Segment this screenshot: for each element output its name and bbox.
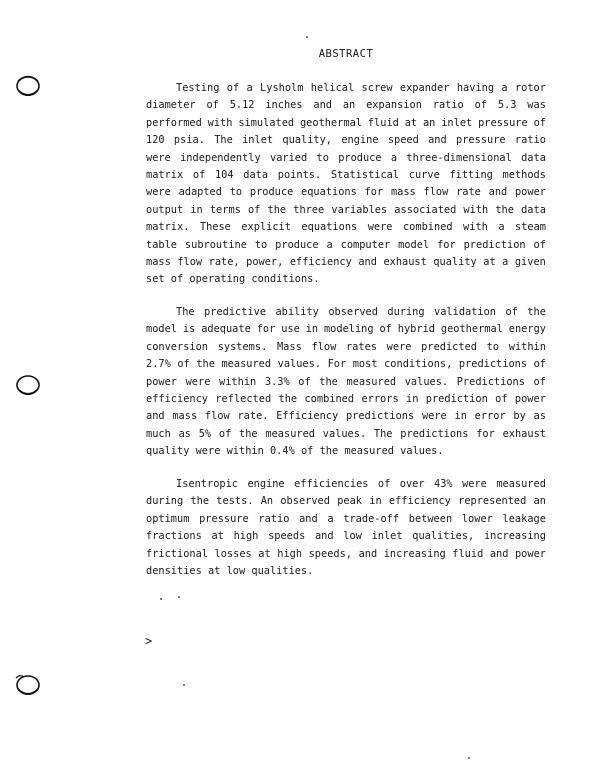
text-line: conversion systems. Mass flow rates were predicted to within <box>146 340 546 353</box>
text-line: matrix. These explicit equations were combined with a steam <box>146 221 546 234</box>
text-line: power were within 3.3% of the measured values. Predictions of <box>146 375 546 388</box>
text-line: Testing of a Lysholm helical screw expander having a rotor <box>176 82 546 94</box>
text-line: matrix of 104 data points. Statistical curve fitting methods <box>146 169 546 182</box>
scan-speck <box>178 596 180 598</box>
text-line: much as 5% of the measured values. The predictions for exhaust <box>146 427 546 440</box>
text-line: quality were within 0.4% of the measured values. <box>146 445 444 458</box>
binder-hole-icon <box>14 72 42 98</box>
text-line: diameter of 5.12 inches and an expansion ratio of 5.3 was <box>146 99 546 112</box>
text-line: during the tests. An observed peak in efficiency represented an <box>146 495 546 508</box>
margin-mark: > <box>145 634 153 648</box>
text-line: The predictive ability observed during validation of the <box>176 306 546 318</box>
text-line: Isentropic engine efficiencies of over 43% were measured <box>176 478 546 490</box>
abstract-paragraph-1 <box>146 80 546 289</box>
scan-speck <box>160 598 162 600</box>
scan-speck <box>183 684 185 686</box>
text-line: fractions at high speeds and low inlet qualities, increasing <box>146 530 546 543</box>
text-line: set of operating conditions. <box>146 273 320 286</box>
text-line: frictional losses at high speeds, and increasing fluid and power <box>146 547 546 560</box>
text-line: model is adequate for use in modeling of hybrid geothermal energy <box>146 323 546 336</box>
scan-speck <box>468 757 470 759</box>
binder-hole-icon <box>14 372 42 398</box>
text-line: performed with simulated geothermal fluid at an inlet pressure of <box>146 116 546 129</box>
text-line: mass flow rate, power, efficiency and exhaust quality at a given <box>146 256 546 269</box>
binder-hole-icon <box>14 672 42 698</box>
text-line: output in terms of the three variables associated with the data <box>146 203 546 216</box>
text-line: were adapted to produce equations for mass flow rate and power <box>146 186 546 199</box>
scan-speck <box>306 36 308 38</box>
text-line: densities at low qualities. <box>146 565 314 578</box>
text-line: 2.7% of the measured values. For most conditions, predictions of <box>146 358 546 371</box>
abstract-paragraph-3 <box>146 476 546 580</box>
text-line: table subroutine to produce a computer model for prediction of <box>146 238 546 251</box>
text-line: efficiency reflected the combined errors in prediction of power <box>146 393 546 406</box>
text-line: and mass flow rate. Efficiency predictions were in error by as <box>146 410 546 423</box>
text-line: optimum pressure ratio and a trade-off between lower leakage <box>146 512 546 525</box>
text-line: were independently varied to produce a three-dimensional data <box>146 151 546 164</box>
text-line: 120 psia. The inlet quality, engine speed and pressure ratio <box>146 134 546 147</box>
abstract-paragraph-2 <box>146 304 546 461</box>
page-title: ABSTRACT <box>318 48 374 60</box>
